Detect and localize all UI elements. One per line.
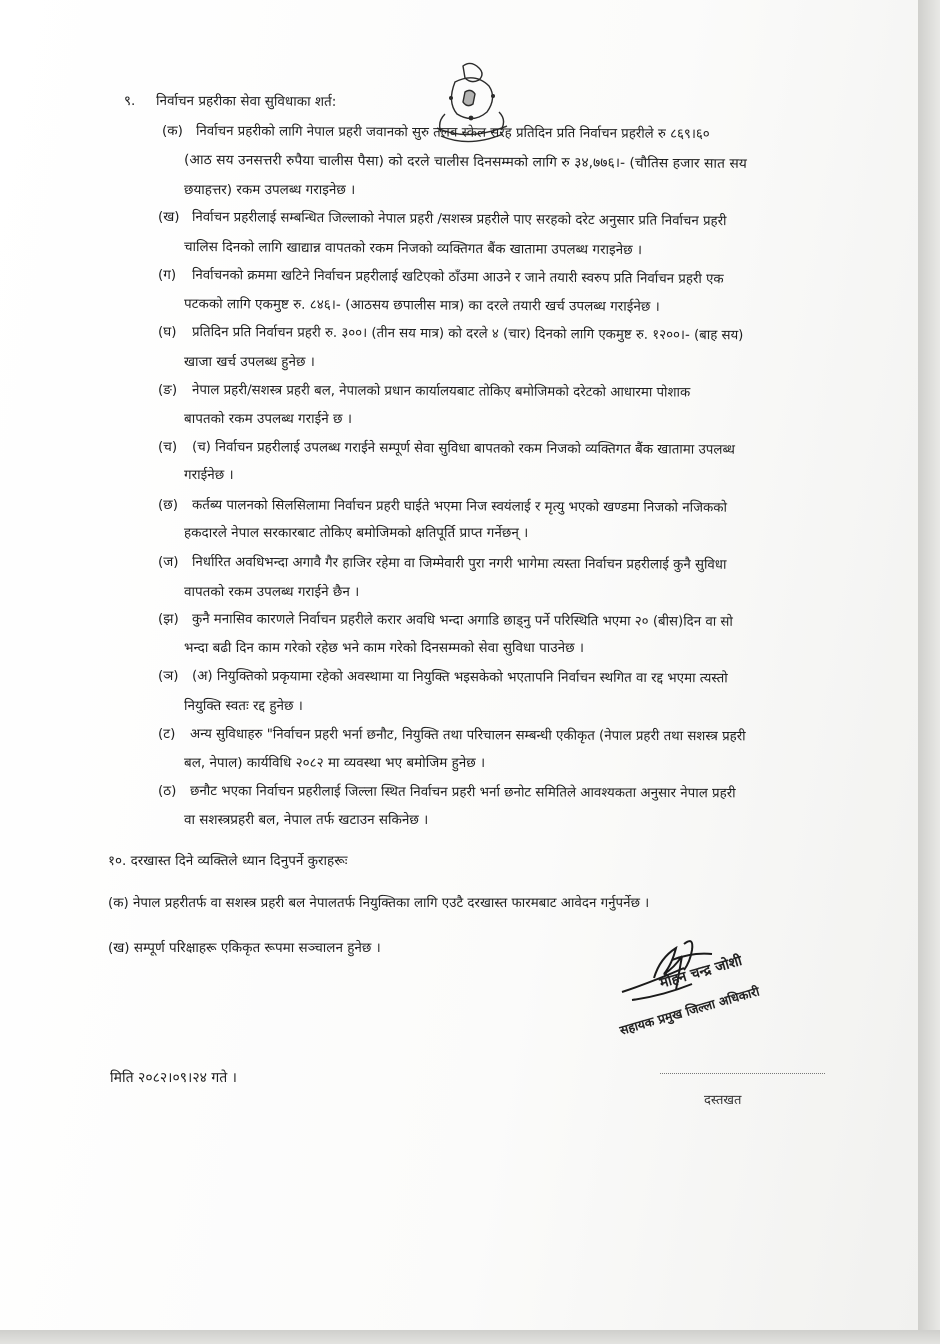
item-kha-line-1: निर्वाचन प्रहरीलाई सम्बन्धित जिल्लाको नेपाल प्रहरी /सशस्त्र प्रहरीले पाए सरहको दरेट अनुसार प्रति निर्वाचन प्रहरी — [191, 209, 727, 230]
item-jha-line-1: कुनै मनासिव कारणले निर्वाचन प्रहरीले करार अवधि भन्दा अगाडि छाड्नु पर्ने परिस्थिति भएमा २० (बीस)दिन वा सो — [191, 611, 733, 630]
item-ga-line-2: पटकको लागि एकमुष्ट रु. ८४६।- (आठसय छपालीस मात्र) का दरले तयारी खर्च उपलब्ध गराईनेछ । — [183, 296, 660, 315]
item-tha-line-2: वा सशस्त्रप्रहरी बल, नेपाल तर्फ खटाउन सकिनेछ । — [184, 812, 429, 828]
section-9-title: निर्वाचन प्रहरीका सेवा सुविधाका शर्त: — [155, 93, 337, 110]
item-chha-marker: (छ) — [158, 497, 178, 513]
item-ja-line-1: निर्धारित अवधिभन्दा अगावै गैर हाजिर रहेमा वा जिम्मेवारी पुरा नगरी भागेमा त्यस्ता निर्वाचन प्रहरीलाई कुनै सुविधा — [191, 554, 727, 573]
item-ka-marker: (क) — [162, 123, 183, 139]
item-ga-marker: (ग) — [158, 267, 177, 283]
item-cha-marker: (च) — [158, 439, 178, 455]
item-ta-line-2: बल, नेपाल) कार्यविधि २०८२ मा व्यवस्था भए बमोजिम हुनेछ । — [184, 755, 486, 771]
item-kha-marker: (ख) — [158, 209, 180, 225]
item-nga-line-2: बापतको रकम उपलब्ध गराईने छ । — [184, 411, 352, 427]
government-seal-icon — [415, 58, 525, 158]
item-ka-line-2: (आठ सय उनसत्तरी रुपैया चालीस पैसा) को दरले चालीस दिनसम्मको लागि रु ३४,७७६।- (चौतिस हजार सात सय — [183, 152, 747, 172]
item-ka-line-1: निर्वाचन प्रहरीको लागि नेपाल प्रहरी जवानको सुरु तलब स्केल सरह प्रतिदिन प्रति निर्वाचन प्रहरीले रु ८६९।६० — [195, 123, 710, 143]
item-gha-line-1: प्रतिदिन प्रति निर्वाचन प्रहरी रु. ३००। (तीन सय मात्र) को दरले ४ (चार) दिनको लागि एकमुष्ट रु. १२००।- (बाह सय) — [191, 324, 744, 344]
item-tha-line-1: छनौट भएका निर्वाचन प्रहरीलाई जिल्ला स्थित निर्वाचन प्रहरी भर्ना छनोट समितिले आवश्यकता अनुसार नेपाल प्रहरी — [189, 783, 736, 802]
item-chha-line-1: कर्तब्य पालनको सिलसिलामा निर्वाचन प्रहरी घाईते भएमा निज स्वयंलाई र मृत्यु भएको खण्डमा निजको नजिकको — [191, 497, 728, 516]
item-yna-marker: (ञ) — [158, 668, 179, 684]
item-cha-line-2: गराईनेछ । — [184, 467, 234, 483]
document-date: मिति २०८२।०९।२४ गते । — [110, 1070, 237, 1086]
item-tha-marker: (ठ) — [158, 783, 177, 799]
item-ka-line-3: छयाहत्तर) रकम उपलब्ध गराइनेछ । — [184, 182, 356, 198]
item-kha-line-2: चालिस दिनको लागि खाद्यान्न वापतको रकम निजको व्यक्तिगत बैंक खातामा उपलब्ध गराइनेछ । — [183, 239, 643, 259]
signature-block — [612, 930, 842, 1080]
item-cha-line-1: (च) निर्वाचन प्रहरीलाई उपलब्ध गराईने सम्पूर्ण सेवा सुविधा बापतको रकम निजको व्यक्तिगत बैंक खातामा उपलब्ध — [191, 439, 735, 458]
section-9-number: ९. — [124, 93, 136, 109]
signatory-designation: सहायक प्रमुख जिल्ला अधिकारी — [617, 983, 762, 1038]
signatory-name: मोहन चन्द्र जोशी — [657, 952, 744, 992]
item-ja-line-2: वापतको रकम उपलब्ध गराईने छैन । — [184, 584, 360, 600]
item-ga-line-1: निर्वाचनको क्रममा खटिने निर्वाचन प्रहरीलाई खटिएको ठाँउमा आउने र जाने तयारी स्वरुप प्रति निर्वाचन प्रहरी एक — [191, 267, 724, 288]
item-ta-line-1: अन्य सुविधाहरु "निर्वाचन प्रहरी भर्ना छनौट, नियुक्ति तथा परिचालन सम्बन्धी एकीकृत (नेपाल प्रहरी तथा सशस्त्र प्रहरी — [189, 726, 746, 745]
section-10-item-kha: (ख) सम्पूर्ण परिक्षाहरू एकिकृत रूपमा सञ्चालन हुनेछ । — [108, 940, 381, 956]
item-nga-marker: (ङ) — [158, 382, 178, 398]
section-10-item-ka: (क) नेपाल प्रहरीतर्फ वा सशस्त्र प्रहरी बल नेपालतर्फ नियुक्तिका लागि एउटै दरखास्त फारमबाट आवेदन गर्नुपर्नेछ । — [108, 895, 650, 911]
signature-dotted-line — [660, 1073, 825, 1074]
item-chha-line-2: हकदारले नेपाल सरकारबाट तोकिए बमोजिमको क्षतिपूर्ति प्राप्त गर्नेछन् । — [184, 525, 529, 541]
item-gha-marker: (घ) — [158, 324, 177, 340]
item-gha-line-2: खाजा खर्च उपलब्ध हुनेछ । — [184, 354, 315, 370]
section-10-title: १०. दरखास्त दिने व्यक्तिले ध्यान दिनुपर्ने कुराहरूः — [108, 853, 348, 869]
item-jha-marker: (झ) — [158, 611, 179, 627]
page-edge-shadow — [918, 0, 940, 1344]
signature-label: दस्तखत — [704, 1093, 742, 1108]
item-jha-line-2: भन्दा बढी दिन काम गरेको रहेछ भने काम गरेको दिनसम्मको सेवा सुविधा पाउनेछ । — [184, 640, 585, 656]
item-yna-line-1: (अ) नियुक्तिको प्रकृयामा रहेको अवस्थामा या नियुक्ति भइसकेको भएतापनि निर्वाचन स्थगित वा रद्द भएमा त्यस्तो — [191, 668, 728, 687]
page-bottom-edge — [0, 1330, 940, 1344]
item-ta-marker: (ट) — [158, 726, 176, 742]
item-yna-line-2: नियुक्ति स्वतः रद्द हुनेछ । — [184, 698, 303, 714]
item-ja-marker: (ज) — [158, 554, 179, 570]
item-nga-line-1: नेपाल प्रहरी/सशस्त्र प्रहरी बल, नेपालको प्रधान कार्यालयबाट तोकिए बमोजिमको दरेटको आधारमा पोशाक — [191, 382, 691, 401]
